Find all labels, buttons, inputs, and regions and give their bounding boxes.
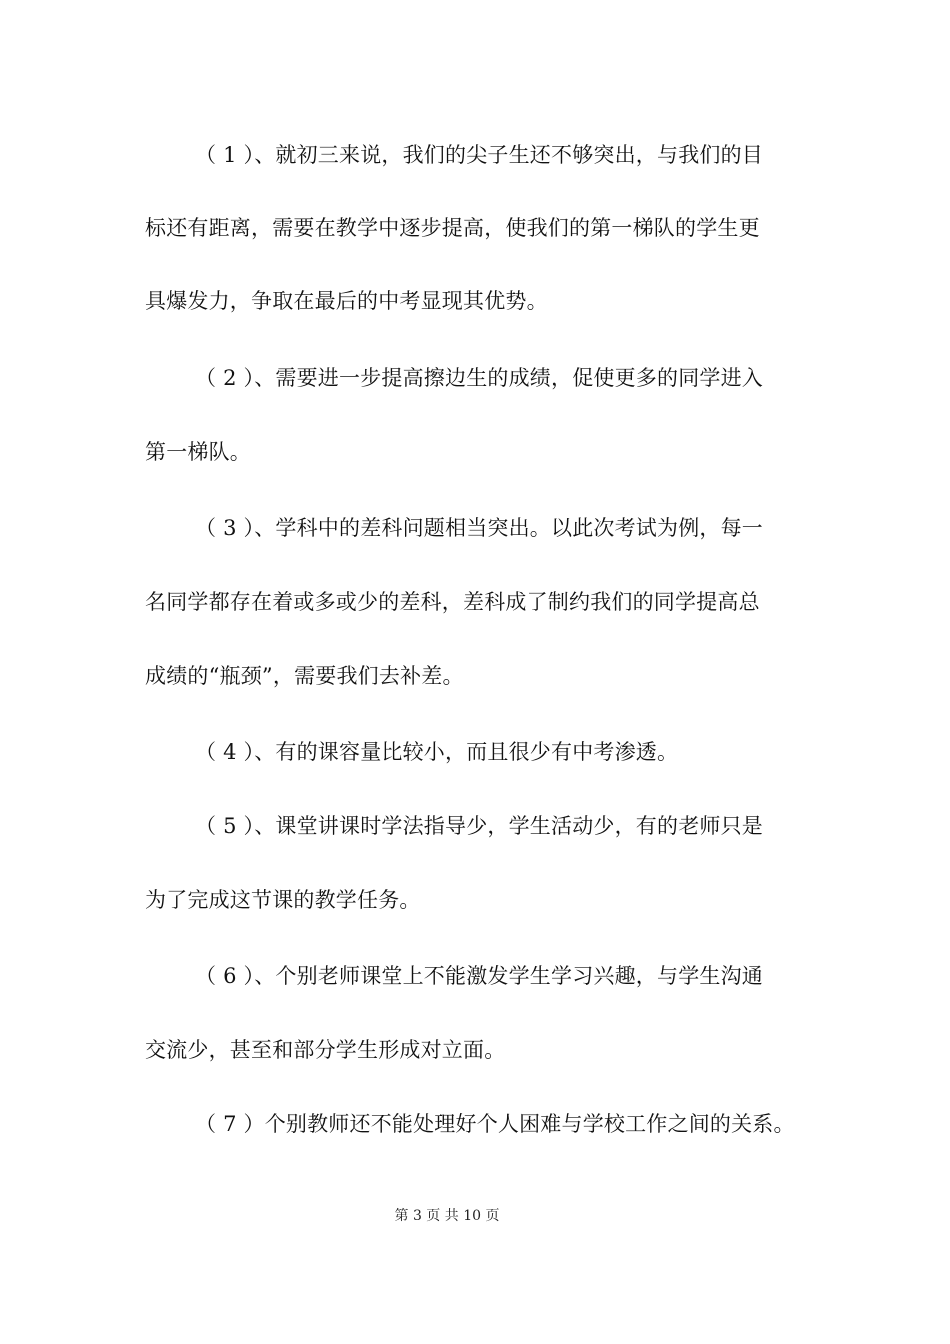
paragraph-5-line-2: 为了完成这节课的教学任务。: [145, 888, 421, 912]
paragraph-6-line-2: 交流少，甚至和部分学生形成对立面。: [145, 1038, 506, 1062]
paragraph-1-line-2: 标还有距离，需要在教学中逐步提高，使我们的第一梯队的学生更: [145, 216, 760, 240]
paragraph-1-line-1: （ 1 ）、就初三来说，我们的尖子生还不够突出，与我们的目: [195, 143, 764, 167]
paragraph-3-line-3: 成绩的“瓶颈”，需要我们去补差。: [145, 664, 464, 688]
paragraph-5-line-1: （ 5 ）、课堂讲课时学法指导少，学生活动少，有的老师只是: [195, 814, 764, 838]
paragraph-3-line-1: （ 3 ）、学科中的差科问题相当突出。以此次考试为例，每一: [195, 516, 764, 540]
paragraph-4-line-1: （ 4 ）、有的课容量比较小，而且很少有中考渗透。: [195, 740, 679, 764]
page-number-footer: 第 3 页 共 10 页: [394, 1208, 500, 1224]
paragraph-2-line-2: 第一梯队。: [145, 440, 251, 464]
paragraph-7-line-1: （ 7 ）个别教师还不能处理好个人困难与学校工作之间的关系。: [195, 1112, 795, 1136]
paragraph-3-line-2: 名同学都存在着或多或少的差科，差科成了制约我们的同学提高总: [145, 590, 760, 614]
paragraph-2-line-1: （ 2 ）、需要进一步提高擦边生的成绩，促使更多的同学进入: [195, 366, 764, 390]
paragraph-1-line-3: 具爆发力，争取在最后的中考显现其优势。: [145, 289, 548, 313]
paragraph-6-line-1: （ 6 ）、个别老师课堂上不能激发学生学习兴趣，与学生沟通: [195, 964, 764, 988]
